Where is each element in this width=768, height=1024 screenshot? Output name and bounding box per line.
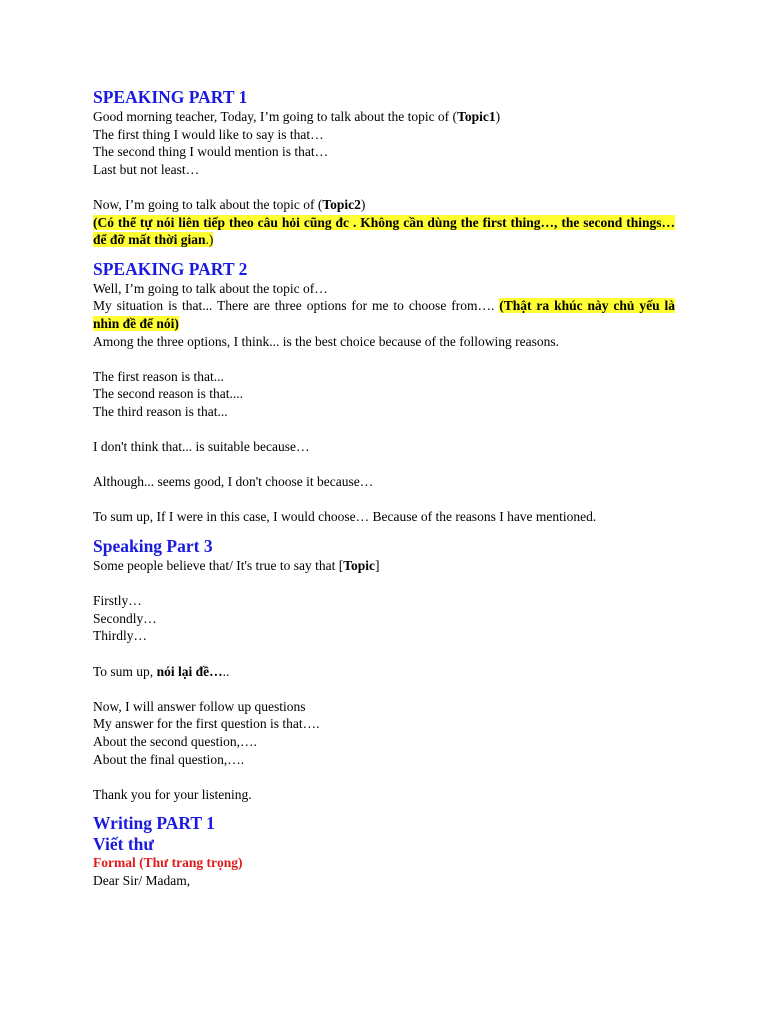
topic-label: Topic <box>343 558 376 574</box>
blank-line <box>93 456 675 474</box>
topic2-label: Topic2 <box>322 196 361 212</box>
section-gap <box>93 526 675 535</box>
heading-speaking-part-3: Speaking Part 3 <box>93 536 213 557</box>
sp3-line-believe <box>93 557 675 575</box>
sp2-reason-1: The first reason is that... <box>93 368 224 384</box>
text: .. <box>222 663 230 679</box>
sp2-line-although: Although... seems good, I don't choose it because… <box>93 474 374 490</box>
sp1-line-second: The second thing I would mention is that… <box>93 144 329 160</box>
subheading-viet-thu: Viết thư <box>93 834 154 855</box>
text: ] <box>375 558 380 574</box>
highlight-text: (Thật ra khúc này chủ yếu là nhìn đề để nói) <box>93 298 675 331</box>
blank-line <box>93 680 675 698</box>
section-gap <box>93 803 675 812</box>
sp2-line-topic: Well, I’m going to talk about the topic of… <box>93 280 328 296</box>
text: ) <box>360 196 366 212</box>
bold-text: nói lại đề… <box>156 663 223 679</box>
text: Now, I’m going to talk about the topic of ( <box>93 196 323 212</box>
sp2-line-not-suitable: I don't think that... is suitable because… <box>93 439 310 455</box>
sp3-line-sum-up <box>93 663 675 681</box>
sp3-line-thirdly: Thirdly… <box>93 628 147 644</box>
sp3-line-thanks: Thank you for your listening. <box>93 786 252 802</box>
sp1-line-last: Last but not least… <box>93 161 200 177</box>
sp3-line-firstly: Firstly… <box>93 593 142 609</box>
blank-line <box>93 491 675 509</box>
text: My situation is that... There are three options for me to choose from…. <box>93 298 500 314</box>
heading-writing-part-1: Writing PART 1 <box>93 813 215 834</box>
blank-line <box>93 421 675 439</box>
sp2-line-situation <box>93 297 675 332</box>
sp1-line-intro <box>93 108 675 126</box>
highlight-text: (Có thể tự nói liên tiếp theo câu hỏi cũng đc . Không cần dùng the first thing…, the second things… để đỡ mất thời gian <box>93 214 675 248</box>
blank-line <box>93 575 675 593</box>
formal-letter-label: Formal (Thư trang trọng) <box>93 855 243 871</box>
text: Good morning teacher, Today, I’m going to talk about the topic of ( <box>93 109 458 124</box>
blank-line <box>93 350 675 368</box>
sp3-line-second-question: About the second question,…. <box>93 734 257 749</box>
text: To sum up, <box>93 663 157 679</box>
text: ) <box>495 109 501 124</box>
text: Some people believe that/ It's true to say that [ <box>93 558 344 574</box>
topic1-label: Topic1 <box>457 109 496 124</box>
highlight-text-end: .) <box>205 232 214 248</box>
heading-speaking-part-2: SPEAKING PART 2 <box>93 258 248 279</box>
sp2-line-options: Among the three options, I think... is the best choice because of the following reasons. <box>93 333 560 349</box>
sp3-line-first-question: My answer for the first question is that…. <box>93 716 320 732</box>
blank-line <box>93 768 675 786</box>
sp1-highlight-note <box>93 214 675 249</box>
sp1-line-topic2 <box>93 196 675 214</box>
sp3-line-follow-up: Now, I will answer follow up questions <box>93 698 306 714</box>
sp3-line-secondly: Secondly… <box>93 610 157 626</box>
heading-speaking-part-1: SPEAKING PART 1 <box>93 87 248 107</box>
sp3-line-final-question: About the final question,…. <box>93 751 245 767</box>
sp1-line-first: The first thing I would like to say is that… <box>93 126 324 142</box>
section-gap <box>93 249 675 258</box>
blank-line <box>93 178 675 196</box>
sp2-reason-3: The third reason is that... <box>93 403 228 419</box>
letter-greeting: Dear Sir/ Madam, <box>93 872 191 888</box>
blank-line <box>93 645 675 663</box>
sp2-reason-2: The second reason is that.... <box>93 386 243 402</box>
sp2-line-sum-up: To sum up, If I were in this case, I would choose… Because of the reasons I have mentioned. <box>93 509 597 525</box>
document-content <box>93 86 675 890</box>
